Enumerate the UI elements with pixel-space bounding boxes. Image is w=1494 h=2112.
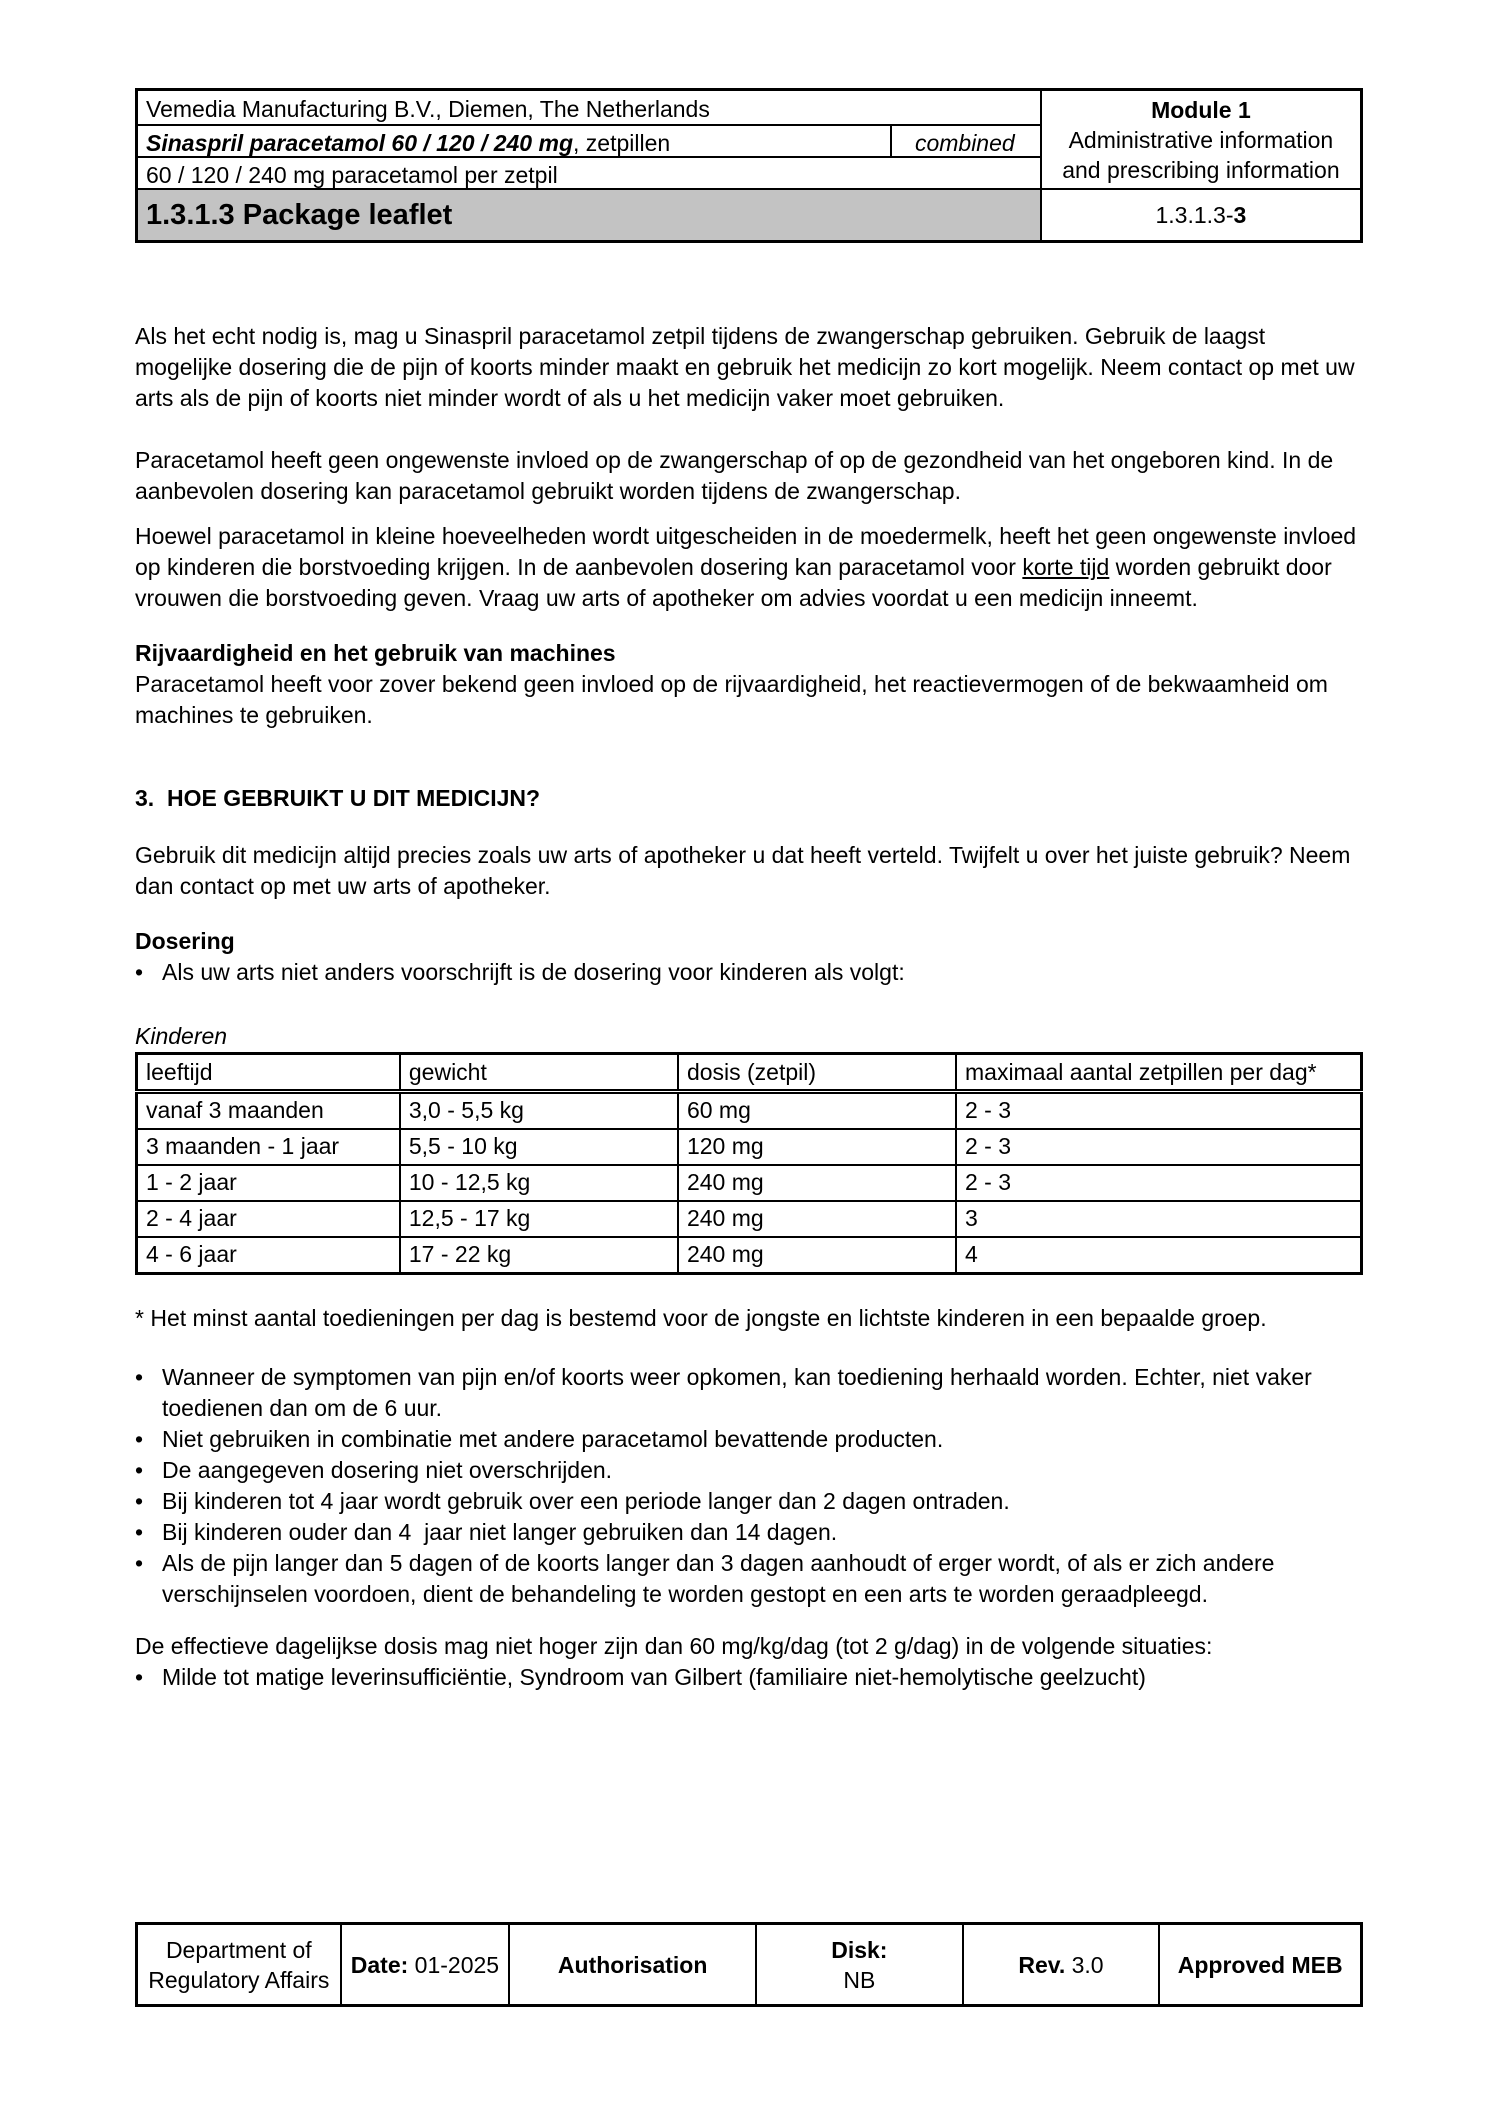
cell-max: 2 - 3 xyxy=(956,1165,1362,1201)
cell-max: 2 - 3 xyxy=(956,1092,1362,1130)
dosing-table xyxy=(135,1052,1363,1275)
paragraph-breastfeeding xyxy=(135,521,1363,614)
bullet-text: Niet gebruiken in combinatie met andere paracetamol bevattende producten. xyxy=(162,1426,944,1452)
footer-approved-cell: Approved MEB xyxy=(1158,1925,1360,2004)
document-footer-table xyxy=(135,1922,1363,2007)
col-header-gewicht: gewicht xyxy=(400,1054,678,1092)
product-name: Sinaspril paracetamol 60 / 120 / 240 mg xyxy=(146,130,573,156)
footer-authorisation-cell: Authorisation xyxy=(508,1925,755,2004)
company-name: Vemedia Manufacturing B.V., Diemen, The Netherlands xyxy=(146,96,710,122)
module-line3: and prescribing information xyxy=(1062,156,1340,183)
table-row xyxy=(137,1092,1362,1130)
table-row xyxy=(137,1237,1362,1274)
bullet-icon: • xyxy=(135,1426,144,1452)
table-row xyxy=(137,1201,1362,1237)
col-header-max-zetpillen: maximaal aantal zetpillen per dag* xyxy=(956,1054,1362,1092)
cell-weight: 17 - 22 kg xyxy=(400,1237,678,1274)
date-value: 01-2025 xyxy=(408,1951,500,1978)
bullet-icon: • xyxy=(135,1488,144,1514)
header-right-column xyxy=(1040,91,1360,240)
cell-age: 3 maanden - 1 jaar xyxy=(137,1129,400,1165)
bullet-icon: • xyxy=(135,959,144,985)
cell-max: 2 - 3 xyxy=(956,1129,1362,1165)
table-row xyxy=(137,1165,1362,1201)
heading-dosering: Dosering xyxy=(135,928,235,954)
section-code-suffix: 3 xyxy=(1233,201,1247,228)
paragraph-effective-dose: De effectieve dagelijkse dosis mag niet hoger zijn dan 60 mg/kg/dag (tot 2 g/dag) in de volgende situaties: xyxy=(135,1633,1213,1659)
cell-max: 3 xyxy=(956,1201,1362,1237)
list-item xyxy=(135,1424,1363,1455)
page-content xyxy=(135,88,1363,1693)
footer-department-cell xyxy=(138,1925,340,2004)
section-title-bar: 1.3.1.3 Package leaflet xyxy=(138,188,1040,240)
breastfeeding-text-start: Hoewel paracetamol in kleine hoeveelheden wordt uitgescheiden in de moedermelk, heeft het geen ongewenste invloed op kinderen die borstvoeding krijgen. In de aanbevolen dosering kan paracetamol voor xyxy=(135,523,1363,580)
department-line2: Regulatory Affairs xyxy=(148,1966,330,1993)
product-name-cell xyxy=(138,126,890,156)
cell-dose: 240 mg xyxy=(678,1165,956,1201)
list-item-milde xyxy=(135,1662,1363,1693)
paragraph-use-as-told: Gebruik dit medicijn altijd precies zoals uw arts of apotheker u dat heeft verteld. Twijfelt u over het juiste gebruik? Neem dan contact op met uw arts of apotheker. xyxy=(135,842,1357,899)
footer-disk-cell xyxy=(755,1925,962,2004)
date-label: Date: xyxy=(350,1951,409,1978)
bullet-icon: • xyxy=(135,1664,144,1690)
col-header-leeftijd: leeftijd xyxy=(137,1054,400,1092)
bullet-icon: • xyxy=(135,1457,144,1483)
list-item xyxy=(135,1548,1363,1610)
module-title: Module 1 xyxy=(1151,96,1251,123)
bullet-list xyxy=(135,1362,1363,1610)
paragraph-pregnancy-use: Als het echt nodig is, mag u Sinaspril paracetamol zetpil tijdens de zwangerschap gebruiken. Gebruik de laagst mogelijke dosering die de pijn of koorts minder maakt en gebruik het medicijn zo kort mogelijk. Neem contact op met uw arts als de pijn of koorts niet minder wordt of als u het medicijn vaker moet gebruiken. xyxy=(135,323,1361,411)
bullet-dosering-item xyxy=(135,957,1363,988)
heading-driving: Rijvaardigheid en het gebruik van machines xyxy=(135,640,616,666)
kinderen-label: Kinderen xyxy=(135,1023,228,1049)
disk-label: Disk: xyxy=(831,1936,888,1963)
bullet-text: De aangegeven dosering niet overschrijden. xyxy=(162,1457,613,1483)
underlined-korte-tijd: korte tijd xyxy=(1022,554,1110,580)
bullet-icon: • xyxy=(135,1550,144,1576)
product-row xyxy=(138,124,1040,156)
footer-date-cell xyxy=(340,1925,509,2004)
rev-text xyxy=(1018,1950,1103,1980)
list-item xyxy=(135,1486,1363,1517)
bullet-text: Milde tot matige leverinsufficiëntie, Syndroom van Gilbert (familiaire niet-hemolytische geelzucht) xyxy=(162,1664,1146,1690)
department-line1: Department of xyxy=(165,1936,312,1963)
list-item xyxy=(135,1455,1363,1486)
header-left-column xyxy=(138,91,1040,240)
list-item xyxy=(135,1517,1363,1548)
document-header-table xyxy=(135,88,1363,243)
footer-rev-cell xyxy=(962,1925,1159,2004)
table-row xyxy=(137,1129,1362,1165)
bullet-text: Bij kinderen tot 4 jaar wordt gebruik over een periode langer dan 2 dagen ontraden. xyxy=(162,1488,1010,1514)
cell-age: 4 - 6 jaar xyxy=(137,1237,400,1274)
breastfeeding-text-end: worden gebruikt door vrouwen die borstvoeding geven. Vraag uw arts of apotheker om advies voordat u een medicijn inneemt. xyxy=(135,554,1339,611)
date-text xyxy=(351,1950,499,1980)
bullet-text: Wanneer de symptomen van pijn en/of koorts weer opkomen, kan toediening herhaald worden. Echter, niet vaker toedienen dan om de 6 uur. xyxy=(162,1364,1319,1421)
combined-cell: combined xyxy=(890,126,1040,156)
bullet-icon: • xyxy=(135,1364,144,1390)
bullet-dosering-text: Als uw arts niet anders voorschrijft is de dosering voor kinderen als volgt: xyxy=(162,959,905,985)
rev-label: Rev. xyxy=(1018,1951,1066,1978)
disk-value: NB xyxy=(843,1966,876,1993)
cell-dose: 120 mg xyxy=(678,1129,956,1165)
paragraph-driving: Paracetamol heeft voor zover bekend geen invloed op de rijvaardigheid, het reactievermogen of de bekwaamheid om machines te gebruiken. xyxy=(135,671,1335,728)
cell-weight: 3,0 - 5,5 kg xyxy=(400,1092,678,1130)
heading-section-3: 3. HOE GEBRUIKT U DIT MEDICIJN? xyxy=(135,785,541,811)
cell-dose: 240 mg xyxy=(678,1201,956,1237)
cell-max: 4 xyxy=(956,1237,1362,1274)
bullet-icon: • xyxy=(135,1519,144,1545)
cell-weight: 5,5 - 10 kg xyxy=(400,1129,678,1165)
cell-age: 1 - 2 jaar xyxy=(137,1165,400,1201)
table-footnote: * Het minst aantal toedieningen per dag is bestemd voor de jongste en lichtste kinderen in een bepaalde groep. xyxy=(135,1305,1267,1331)
section-code-prefix: 1.3.1.3- xyxy=(1155,201,1234,228)
dosing-table-header-row xyxy=(137,1054,1362,1092)
cell-age: vanaf 3 maanden xyxy=(137,1092,400,1130)
module-cell xyxy=(1042,91,1360,188)
col-header-dosis: dosis (zetpil) xyxy=(678,1054,956,1092)
bullet-text: Bij kinderen ouder dan 4 jaar niet langer gebruiken dan 14 dagen. xyxy=(162,1519,838,1545)
cell-dose: 240 mg xyxy=(678,1237,956,1274)
product-suffix: , zetpillen xyxy=(573,130,671,156)
cell-weight: 10 - 12,5 kg xyxy=(400,1165,678,1201)
section-code-cell xyxy=(1042,188,1360,240)
cell-dose: 60 mg xyxy=(678,1092,956,1130)
module-line2: Administrative information xyxy=(1068,126,1334,153)
paragraph-pregnancy-safety: Paracetamol heeft geen ongewenste invloed op de zwangerschap of op de gezondheid van het ongeboren kind. In de aanbevolen dosering kan paracetamol gebruikt worden tijdens de zwangerschap. xyxy=(135,447,1340,504)
rev-value: 3.0 xyxy=(1065,1951,1104,1978)
cell-weight: 12,5 - 17 kg xyxy=(400,1201,678,1237)
strength-cell: 60 / 120 / 240 mg paracetamol per zetpil xyxy=(138,156,1040,188)
bullet-text: Als de pijn langer dan 5 dagen of de koorts langer dan 3 dagen aanhoudt of erger wordt, of als er zich andere verschijnselen voordoen, dient de behandeling te worden gestopt en een arts te worden geraadpleegd. xyxy=(162,1550,1281,1607)
cell-age: 2 - 4 jaar xyxy=(137,1201,400,1237)
list-item xyxy=(135,1362,1363,1424)
